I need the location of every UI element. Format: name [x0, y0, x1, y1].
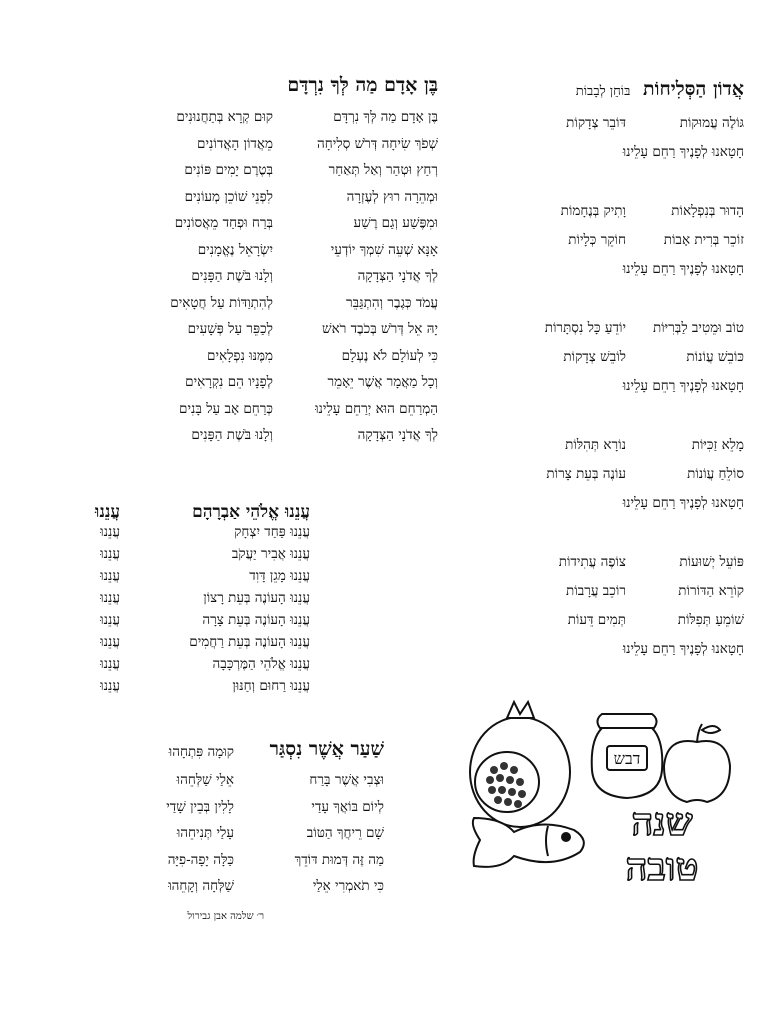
verse-line: [18, 268, 438, 295]
verse-part-right: חָטָאנוּ לְפָנֶיךָ רַחֵם עָלֵינוּ: [622, 495, 744, 511]
verse-part-left: לְהִתְוַדּוֹת עַל חֲטָאִים: [170, 294, 273, 311]
verse-line: [444, 261, 744, 290]
verse-line: [444, 554, 744, 583]
ben-adam-section: [18, 74, 438, 454]
verse-part-right: מַה זֶּה דְּמוּת דּוֹדֵךְ: [294, 851, 384, 868]
honey-jar-icon: [592, 714, 663, 798]
verse-line: [114, 825, 384, 852]
verse-part-left: וְלָנוּ בֹּשֶׁת הַפָּנִים: [191, 427, 273, 443]
verse-part-left: חוֹקֵר כְּלָיוֹת: [568, 232, 626, 248]
stanza: [444, 320, 744, 407]
shaar-section: [114, 738, 384, 922]
verse-line: [18, 321, 438, 348]
verse-part-right: עֲמֹד כְּגֶבֶר וְהִתְגַּבֵּר: [346, 294, 438, 311]
verse-line: [114, 852, 384, 879]
verse-line: [444, 144, 744, 173]
verse-part-left: אֵלַי שַׁלְּחֵהוּ: [176, 772, 234, 788]
verse-line: [40, 590, 310, 612]
verse-part-left: לְפָנָיו הֵם נִקְרָאִים: [185, 374, 273, 390]
verse-line: [444, 495, 744, 524]
verse-part-left: וָתִיק בְּנֶחָמוֹת: [560, 203, 626, 219]
verse-line: [40, 502, 310, 524]
verse-line: [444, 232, 744, 261]
verse-part-right: חָטָאנוּ לְפָנֶיךָ רַחֵם עָלֵינוּ: [622, 261, 744, 277]
verse-part-left: נוֹרָא תְּהִלּוֹת: [565, 437, 626, 453]
verse-part-left: עֲנֵנוּ: [100, 612, 120, 628]
verse-part-right: סוֹלֵחַ עֲוֹנוֹת: [687, 466, 744, 482]
stanza: [444, 115, 744, 173]
stanza-gap: [444, 290, 744, 320]
verse-part-right: עֲנֵנוּ מָגֵן דָּוִד: [249, 568, 310, 584]
verse-part-right: לְךָ אֲדֹנָי הַצְּדָקָה: [357, 427, 438, 443]
shaar-title: שַׁעַר אֲשֶׁר נִסְגַּר: [269, 738, 384, 760]
verse-part-left: עֲנֵנוּ: [100, 634, 120, 650]
shaar-first-right: קוּמָה פִּתְחָהוּ: [168, 744, 234, 760]
verse-line: [444, 583, 744, 612]
verse-line: [18, 136, 438, 163]
verse-part-right: מָלֵא זַכִּיּוֹת: [691, 437, 744, 453]
verse-part-left: שַׁלְּחָה וְקָחֵהוּ: [168, 878, 234, 894]
tova-text: טובה: [625, 844, 699, 889]
verse-part-left: עֲנֵנוּ: [100, 656, 120, 672]
verse-part-right: עֲנֵנוּ אֱלֹהֵי אַבְרָהָם: [192, 502, 310, 522]
verse-line: [18, 242, 438, 269]
verse-part-left: תְּמִים דֵּעוֹת: [567, 612, 626, 628]
verse-line: [444, 378, 744, 407]
verse-line: [40, 634, 310, 656]
verse-part-left: לִפְנֵי שׁוֹכֵן מְעוֹנִים: [184, 188, 273, 205]
subtitle-text: בּוֹחֵן לְבָבוֹת: [575, 84, 631, 99]
verse-part-left: לְכַפֵּר עַל פְּשָׁעִים: [187, 321, 273, 337]
verse-part-right: כִּי לְעוֹלָם לֹא נֶעְלָם: [341, 347, 438, 364]
verse-part-right: עֲנֵנוּ הָעוֹנֶה בְּעֵת רָצוֹן: [203, 590, 310, 606]
anenu-section: [40, 502, 310, 700]
verse-part-left: רוֹכֵב עֲרָבוֹת: [566, 583, 626, 599]
adon-haslichot-section: [444, 78, 744, 670]
verse-line: [18, 427, 438, 454]
verse-part-right: יָהּ אֵל דְּרֹשׁ בְּכֹבֶד רֹאשׁ: [322, 321, 438, 337]
verse-line: [18, 109, 438, 136]
ben-adam-title: בֶּן אָדָם מַה לְּךָ נִרְדָּם: [287, 74, 438, 96]
stanza-gap: [444, 407, 744, 437]
verse-part-left: בְּטֶרֶם יָמִים פּוֹנִים: [184, 162, 273, 178]
verse-part-right: שׁוֹמֵעַ תְּפִלּוֹת: [677, 612, 744, 628]
verse-line: [40, 568, 310, 590]
ben-adam-lines: [18, 109, 438, 454]
verse-line: [40, 612, 310, 634]
verse-part-left: כְּרַחֵם אָב עַל בָּנִים: [179, 400, 273, 417]
verse-part-right: זוֹכֵר בְּרִית אָבוֹת: [663, 232, 744, 248]
verse-part-right: הַמְרַחֵם הוּא יְרַחֵם עָלֵינוּ: [315, 400, 438, 417]
verse-line: [444, 349, 744, 378]
verse-part-right: שָׁם רֵיחֲךָ הַטּוֹב: [306, 825, 384, 841]
verse-line: [40, 656, 310, 678]
verse-part-right: רְחַץ וּטְהַר וְאַל תְּאַחַר: [328, 162, 438, 178]
rosh-hashana-illustration: [462, 700, 732, 890]
verse-part-left: עָלַי תְּנִיחֵהוּ: [176, 825, 234, 841]
verse-line: [18, 215, 438, 242]
verse-part-left: עֲנֵנוּ: [100, 568, 120, 584]
verse-part-left: עֲנֵנוּ: [100, 546, 120, 562]
verse-part-right: עֲנֵנוּ רַחוּם וְחַנּוּן: [232, 678, 310, 694]
verse-part-left: לוֹבֵשׁ צְדָקוֹת: [563, 349, 626, 365]
shana-text: שנה: [631, 799, 693, 844]
verse-part-right: גּוֹלֶה עֲמוּקוֹת: [679, 115, 744, 131]
verse-line: [18, 374, 438, 401]
verse-part-right: חָטָאנוּ לְפָנֶיךָ רַחֵם עָלֵינוּ: [622, 144, 744, 160]
verse-line: [444, 437, 744, 466]
verse-part-left: עֲנֵנוּ: [100, 590, 120, 606]
verse-part-right: עֲנֵנוּ פַּחַד יִצְחָק: [234, 524, 310, 540]
verse-part-right: אָנָּא שְׁעֵה שִׁמְךָ יוֹדְעֵי: [330, 241, 438, 258]
verse-line: [40, 678, 310, 700]
verse-line: [18, 348, 438, 375]
verse-part-right: כִּי תֹאמְרִי אֵלַי: [312, 878, 384, 894]
verse-part-right: בֶּן אָדָם מַה לְּךָ נִרְדָּם: [333, 109, 438, 125]
verse-line: [114, 772, 384, 799]
verse-part-right: טוֹב וּמֵטִיב לַבְּרִיּוֹת: [652, 320, 744, 336]
verse-part-right: עֲנֵנוּ אֱלֹהֵי הַמֶּרְכָּבָה: [212, 656, 310, 672]
verse-line: [40, 546, 310, 568]
verse-part-left: וְלָנוּ בֹּשֶׁת הַפָּנִים: [191, 268, 273, 284]
pomegranate-icon: [470, 702, 570, 827]
verse-part-right: חָטָאנוּ לְפָנֶיךָ רַחֵם עָלֵינוּ: [622, 641, 744, 657]
verse-line: [18, 162, 438, 189]
apple-icon: [664, 724, 730, 802]
verse-part-right: וּצְבִי אֲשֶׁר בָּרַח: [309, 772, 384, 788]
verse-part-left: יִשְׂרָאֵל נֶאֱמָנִים: [197, 241, 273, 258]
verse-line: [444, 203, 744, 232]
verse-part-left: מֵאֲדוֹן הָאֲדוֹנִים: [197, 135, 273, 152]
verse-part-left: דּוֹבֵר צְדָקוֹת: [566, 115, 626, 131]
verse-part-left: עֲנֵנוּ: [94, 502, 120, 522]
verse-part-left: צוֹפֶה עֲתִידוֹת: [558, 554, 626, 570]
verse-part-right: עֲנֵנוּ אֲבִיר יַעֲקֹב: [231, 546, 310, 562]
verse-part-right: קוֹרֵא הַדּוֹרוֹת: [678, 583, 744, 599]
stanza: [444, 554, 744, 670]
verse-line: [18, 189, 438, 216]
verse-line: [444, 612, 744, 641]
verse-part-left: כַּלָּה יָפָה-פִיָּה: [167, 851, 234, 868]
verse-part-left: בְּרַח וּפְחַד מֵאֲסוֹנִים: [174, 215, 273, 231]
verse-line: [444, 115, 744, 144]
verse-part-left: קוּם קְרָא בְּתַחֲנוּנִים: [176, 109, 273, 125]
verse-part-right: עֲנֵנוּ הָעוֹנֶה בְּעֵת רַחֲמִים: [189, 634, 310, 650]
verse-part-left: עֲנֵנוּ: [100, 678, 120, 694]
verse-part-left: עוֹנֶה בְּעֵת צָרוֹת: [546, 466, 626, 482]
stanza-gap: [444, 524, 744, 554]
verse-line: [18, 401, 438, 428]
verse-line: [40, 524, 310, 546]
verse-part-right: עֲנֵנוּ הָעוֹנֶה בְּעֵת צָרָה: [202, 612, 310, 628]
verse-part-right: וּמִפֶּשַׁע וְגַם רֶשַׁע: [353, 215, 438, 231]
verse-line: [444, 320, 744, 349]
title-text: אֲדוֹן הַסְּלִיחוֹת: [643, 78, 744, 100]
shaar-lines: [114, 772, 384, 905]
verse-line: [18, 295, 438, 322]
verse-part-right: חָטָאנוּ לְפָנֶיךָ רַחֵם עָלֵינוּ: [622, 378, 744, 394]
author-credit: ר׳ שלמה אבן גבירול: [187, 910, 264, 922]
jar-label: דבש: [613, 749, 641, 768]
verse-part-left: יוֹדֵעַ כָּל נִסְתָּרוֹת: [544, 320, 626, 336]
verse-line: [114, 878, 384, 905]
verse-part-right: פּוֹעֵל יְשׁוּעוֹת: [679, 554, 744, 570]
stanza-gap: [444, 173, 744, 203]
stanza: [444, 203, 744, 290]
verse-part-left: עֲנֵנוּ: [100, 524, 120, 540]
verse-line: [114, 799, 384, 826]
verse-part-right: כּוֹבֵשׁ עֲוֹנוֹת: [686, 349, 744, 365]
verse-part-left: לָלִין בְּבֵין שָׁדַי: [166, 798, 234, 815]
verse-part-right: שְׁפֹךְ שִׂיחָה דְּרֹשׁ סְלִיחָה: [317, 135, 438, 152]
verse-part-right: לְךָ אֲדֹנָי הַצְּדָקָה: [357, 268, 438, 284]
verse-part-right: וְכָל מַאֲמָר אֲשֶׁר יֵאָמֵר: [327, 374, 438, 390]
stanza-list: [444, 115, 744, 670]
verse-part-left: מִמֶּנּוּ נִפְלָאִים: [207, 347, 273, 364]
verse-part-right: הָדוּר בְּנִפְלָאוֹת: [671, 203, 744, 219]
anenu-lines: [40, 502, 310, 700]
verse-line: [444, 641, 744, 670]
verse-part-right: לְיוֹם בּוֹאֲךָ עָדַי: [311, 798, 384, 815]
verse-part-right: וּמְהֵרָה רוּץ לְעֶזְרָה: [346, 188, 438, 205]
shaar-header: [114, 738, 384, 772]
adon-haslichot-title: [444, 78, 744, 101]
verse-line: [444, 466, 744, 495]
stanza: [444, 437, 744, 524]
